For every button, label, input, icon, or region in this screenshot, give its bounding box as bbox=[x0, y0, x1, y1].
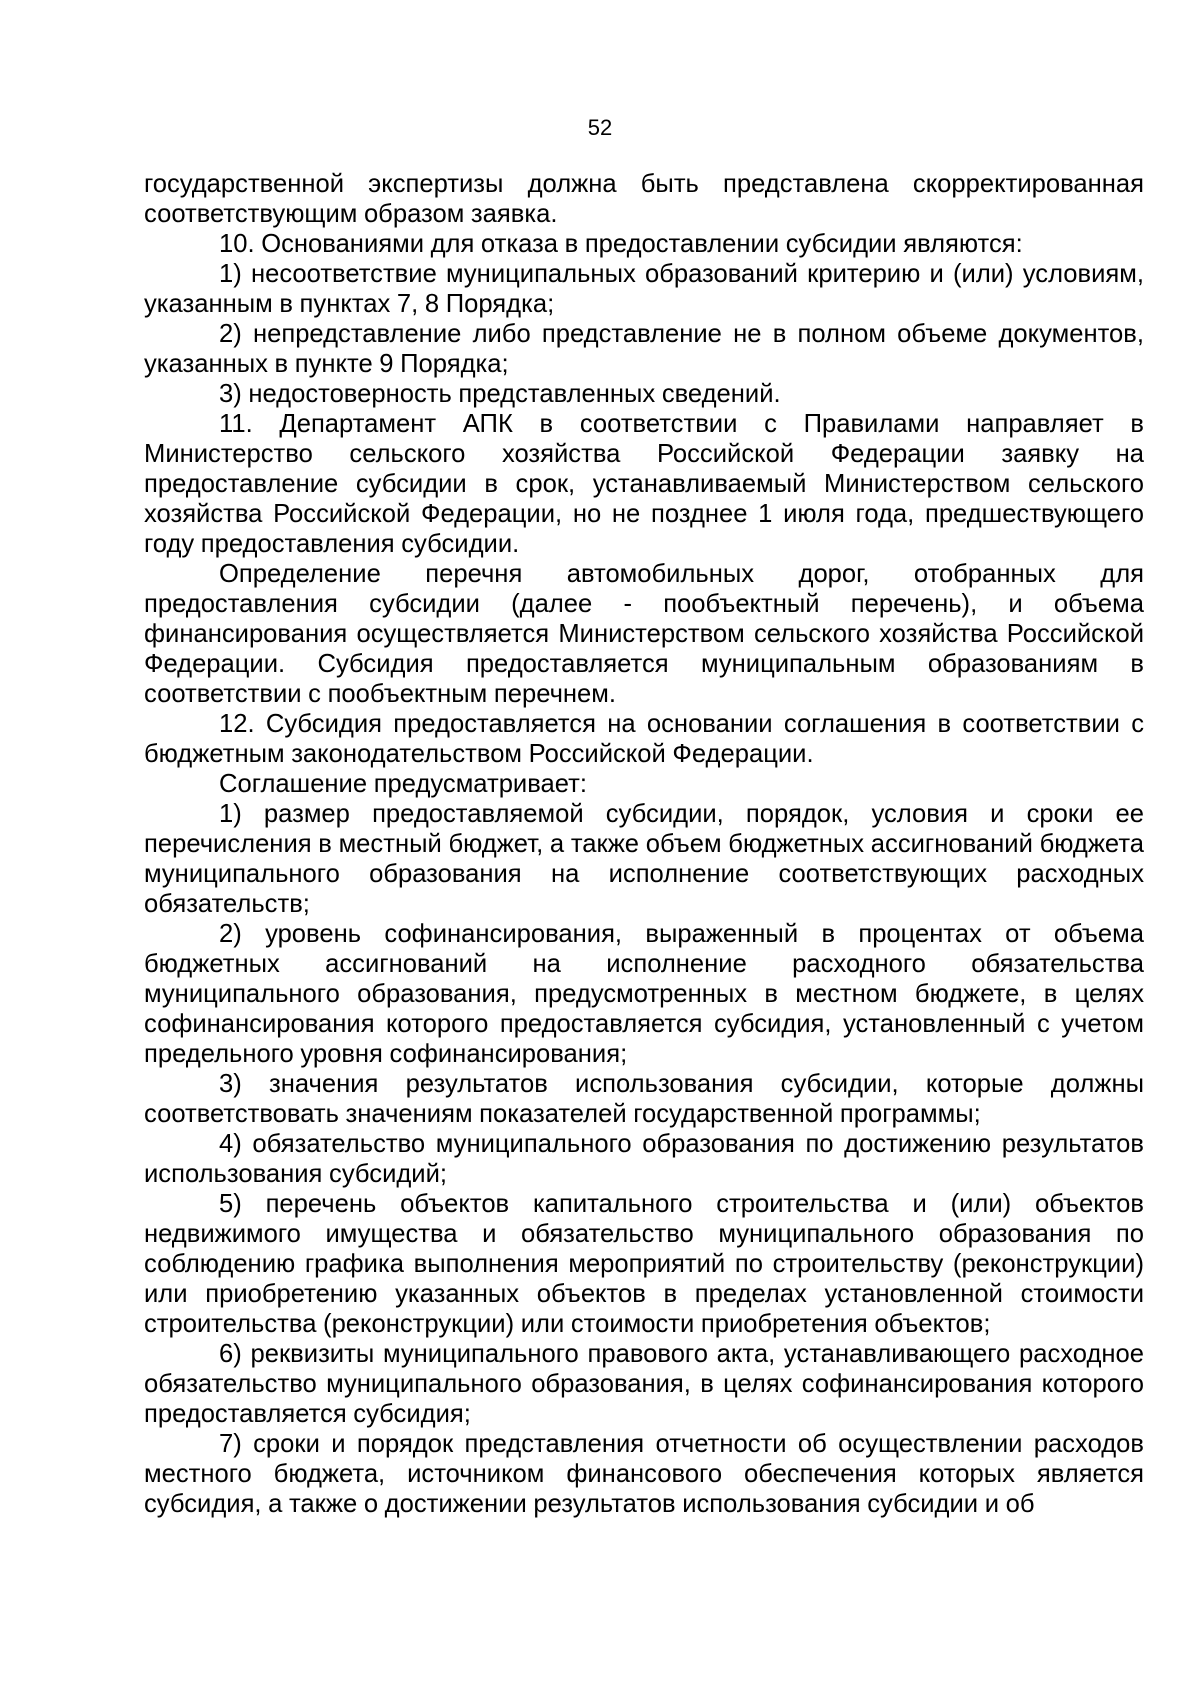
paragraph-subitem: 2) уровень софинансирования, выраженный в процентах от объема бюджетных ассигнований на исполнение расходного обязательства муниципального образования, предусмотренных в местном бюджете, в целях софинансирования которого предоставляется субсидия, установленный с учетом предельного уровня софинансирования; bbox=[144, 920, 1144, 1068]
paragraph-subitem: 2) непредставление либо представление не в полном объеме документов, указанных в пункте 9 Порядка; bbox=[144, 320, 1144, 378]
paragraph-subitem: 5) перечень объектов капитального строительства и (или) объектов недвижимого имущества и обязательство муниципального образования по соблюдению графика выполнения мероприятий по строительству (реконструкции) или приобретению указанных объектов в пределах установленной стоимости строительства (реконструкции) или стоимости приобретения объектов; bbox=[144, 1190, 1144, 1338]
paragraph-subitem: 3) недостоверность представленных сведений. bbox=[219, 380, 781, 408]
paragraph-item-10: 10. Основаниями для отказа в предоставлении субсидии являются: bbox=[219, 230, 1023, 258]
document-body bbox=[144, 169, 1144, 1519]
paragraph-subitem: 3) значения результатов использования субсидии, которые должны соответствовать значениям показателей государственной программы; bbox=[144, 1070, 1144, 1128]
paragraph-subitem: 6) реквизиты муниципального правового акта, устанавливающего расходное обязательство муниципального образования, в целях софинансирования которого предоставляется субсидия; bbox=[144, 1340, 1144, 1428]
paragraph-continuation: государственной экспертизы должна быть представлена скорректированная соответствующим образом заявка. bbox=[144, 170, 1144, 228]
paragraph-subitem: 1) размер предоставляемой субсидии, порядок, условия и сроки ее перечисления в местный бюджет, а также объем бюджетных ассигнований бюджета муниципального образования на исполнение соответствующих расходных обязательств; bbox=[144, 800, 1144, 918]
paragraph-subitem: 1) несоответствие муниципальных образований критерию и (или) условиям, указанным в пунктах 7, 8 Порядка; bbox=[144, 260, 1144, 318]
paragraph-item-11: 11. Департамент АПК в соответствии с Правилами направляет в Министерство сельского хозяйства Российской Федерации заявку на предоставление субсидии в срок, устанавливаемый Министерством сельского хозяйства Российской Федерации, но не позднее 1 июля года, предшествующего году предоставления субсидии. bbox=[144, 410, 1144, 558]
paragraph: Определение перечня автомобильных дорог, отобранных для предоставления субсидии (далее - пообъектный перечень), и объема финансирования осуществляется Министерством сельского хозяйства Российской Федерации. Субсидия предоставляется муниципальным образованиям в соответствии с пообъектным перечнем. bbox=[144, 560, 1144, 708]
paragraph: Соглашение предусматривает: bbox=[219, 770, 587, 798]
paragraph-subitem: 7) сроки и порядок представления отчетности об осуществлении расходов местного бюджета, источником финансового обеспечения которых является субсидия, а также о достижении результатов использования субсидии и об bbox=[144, 1430, 1144, 1518]
page-number: 52 bbox=[587, 115, 613, 140]
paragraph-item-12: 12. Субсидия предоставляется на основании соглашения в соответствии с бюджетным законодательством Российской Федерации. bbox=[144, 710, 1144, 768]
paragraph-subitem: 4) обязательство муниципального образования по достижению результатов использования субсидий; bbox=[144, 1130, 1144, 1188]
